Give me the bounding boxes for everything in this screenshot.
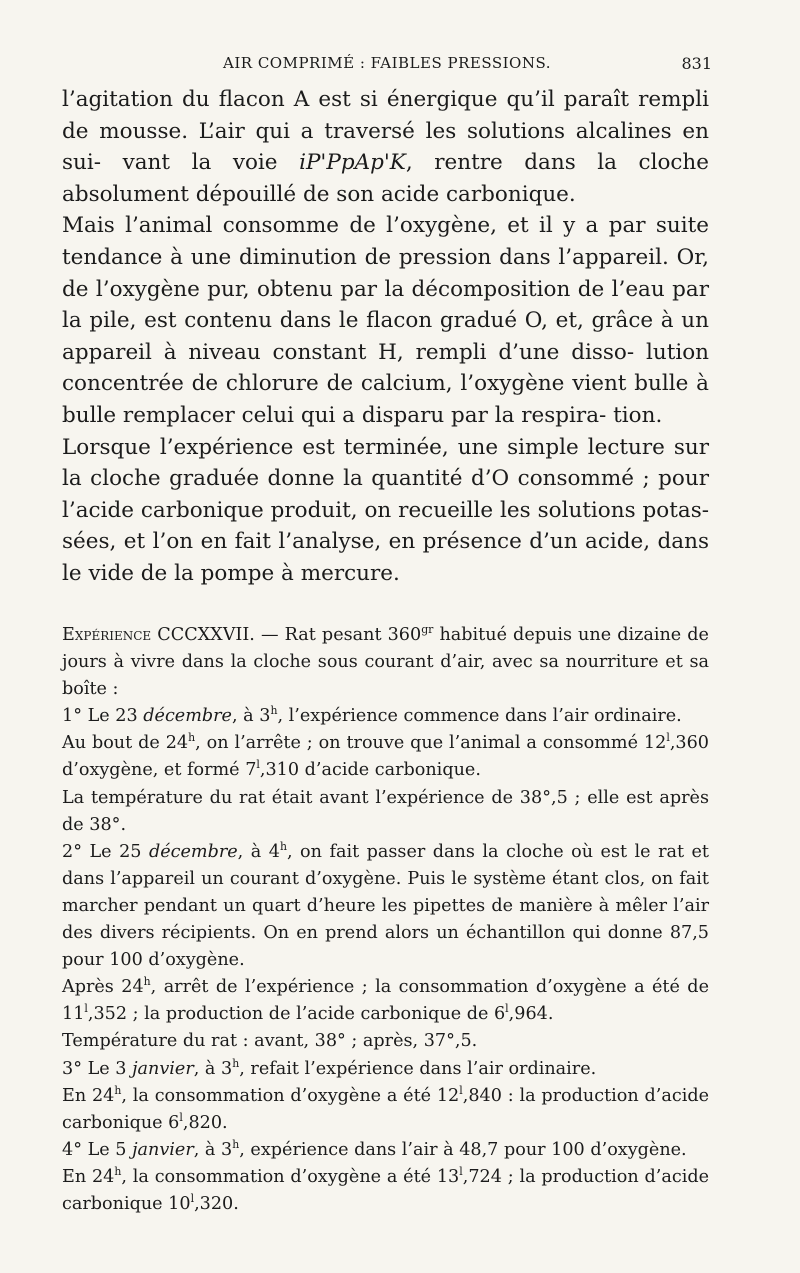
step-4-result: En 24$^h$, la consommation d’oxygène a été 13$^l$,724 ; la production d’acide carbonique 10$^l$,320. [62,1165,710,1214]
step-3: 3° Le 3 janvier, à 3$^h$, refait l’expérience dans l’air ordinaire. [62,1056,597,1079]
paragraph-3: Lorsque l’expérience est terminée, une simple lecture sur la cloche graduée donne la quantité d’O consommé ; pour l’acide carbonique produit, on recueille les solutions potas- sées, et l’on en fait l’analyse, en présence d’un acide, dans le vide de la pompe à mercure. [62,434,709,586]
step-1: 1° Le 23 décembre, à 3$^h$, l’expérience commence dans l’air ordinaire. [62,704,682,727]
path-notation: iP'PpAp'K [299,150,406,176]
page-header [62,54,712,80]
running-title: AIR COMPRIMÉ : FAIBLES PRESSIONS. [223,54,551,72]
step-1-temperature: La température du rat était avant l’expérience de 38°,5 ; elle est après de 38°. [62,787,709,835]
paragraph-2: Mais l’animal consomme de l’oxygène, et il y a par suite tendance à une diminution de pression dans l’appareil. Or, de l’oxygène pur, obtenu par la décomposition de l’eau par la pile, est contenu dans le flacon gradué O, et, grâce à un appareil à niveau constant H, rempli d’une disso- lution concentrée de chlorure de calcium, l’oxygène vient bulle à bulle remplacer celui qui a disparu par la respira- tion. [62,213,709,428]
experiment-label: Expérience CCCXXVII. [62,625,255,645]
experiment-heading: Expérience CCCXXVII. — Rat pesant $360^{gr}$ habitué depuis une dizaine de jours à vivre dans la cloche sous courant d’air, avec sa nourriture et sa boîte : [62,623,709,700]
page-number: 831 [681,54,712,73]
step-1-result: Au bout de 24$^h$, on l’arrête ; on trouve que l’animal a consommé 12$^l$,360 d’oxygène, et formé 7$^l$,310 d’acide carbonique. [62,731,709,781]
step-2: 2° Le 25 décembre, à 4$^h$, on fait passer dans la cloche où est le rat et dans l’appareil un courant d’oxygène. Puis le système étant clos, on fait marcher pendant un quart d’heure les pipettes de manière à mêler l’air des divers récipients. On en prend alors un échantillon qui donne 87,5 pour 100 d’oxygène. [62,839,710,971]
step-2-temperature: Température du rat : avant, 38° ; après, 37°,5. [62,1031,478,1052]
experiment-block [62,622,709,1218]
step-2-result: Après 24$^h$, arrêt de l’expérience ; la consommation d’oxygène a été de 11$^l$,352 ; la production de l’acide carbonique de 6$^l$,964. [62,975,709,1025]
step-4: 4° Le 5 janvier, à 3$^h$, expérience dans l’air à 48,7 pour 100 d’oxygène. [62,1137,687,1160]
step-3-result: En 24$^h$, la consommation d’oxygène a été 12$^l$,840 : la production d’acide carbonique 6$^l$,820. [62,1083,710,1133]
main-text [62,84,709,590]
paragraph-1: l’agitation du flacon A est si énergique qu’il paraît rempli de mousse. L’air qui a traversé les solutions alcalines en sui- vant la voie iP'PpAp'K, rentre dans la cloche absolument dépouillé de son acide carbonique. [62,87,710,207]
